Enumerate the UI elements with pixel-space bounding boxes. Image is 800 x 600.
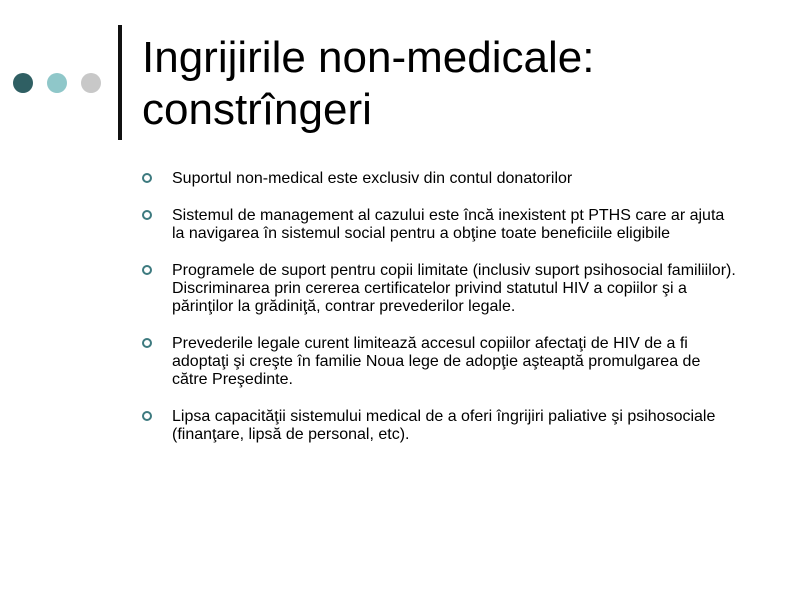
decorative-dot-light xyxy=(47,73,67,93)
slide-title: Ingrijirile non-medicale: constrîngeri xyxy=(142,33,595,134)
bullet-list xyxy=(140,170,740,463)
bullet-text: Prevederile legale curent limitează accesul copiilor afectaţi de HIV de a fi adoptaţi şi creşte în familie Noua lege de adopţie aşteaptă promulgarea de către Preşedinte. xyxy=(172,335,701,388)
bullet-text: Sistemul de management al cazului este încă inexistent pt PTHS care ar ajuta la navigarea în sistemul social pentru a obţine toate beneficiile eligibile xyxy=(172,207,725,242)
bullet-item xyxy=(140,170,740,188)
bullet-item xyxy=(140,262,740,316)
bullet-text: Suportul non-medical este exclusiv din contul donatorilor xyxy=(172,170,573,187)
bullet-circle-icon xyxy=(142,265,152,275)
decorative-dot-dark xyxy=(13,73,33,93)
bullet-item xyxy=(140,335,740,389)
title-divider-bar xyxy=(118,25,122,140)
decorative-dot-gray xyxy=(81,73,101,93)
bullet-circle-icon xyxy=(142,173,152,183)
bullet-item xyxy=(140,207,740,243)
bullet-text: Lipsa capacităţii sistemului medical de a oferi îngrijiri paliative şi psihosociale (finanţare, lipsă de personal, etc). xyxy=(172,408,716,443)
bullet-circle-icon xyxy=(142,338,152,348)
bullet-item xyxy=(140,408,740,444)
bullet-circle-icon xyxy=(142,210,152,220)
bullet-circle-icon xyxy=(142,411,152,421)
bullet-text: Programele de suport pentru copii limitate (inclusiv suport psihosocial familiilor). Discriminarea prin cererea certificatelor privind statutul HIV a copiilor şi a părinţilor la grădiniţă, contrar prevederilor legale. xyxy=(172,262,736,315)
